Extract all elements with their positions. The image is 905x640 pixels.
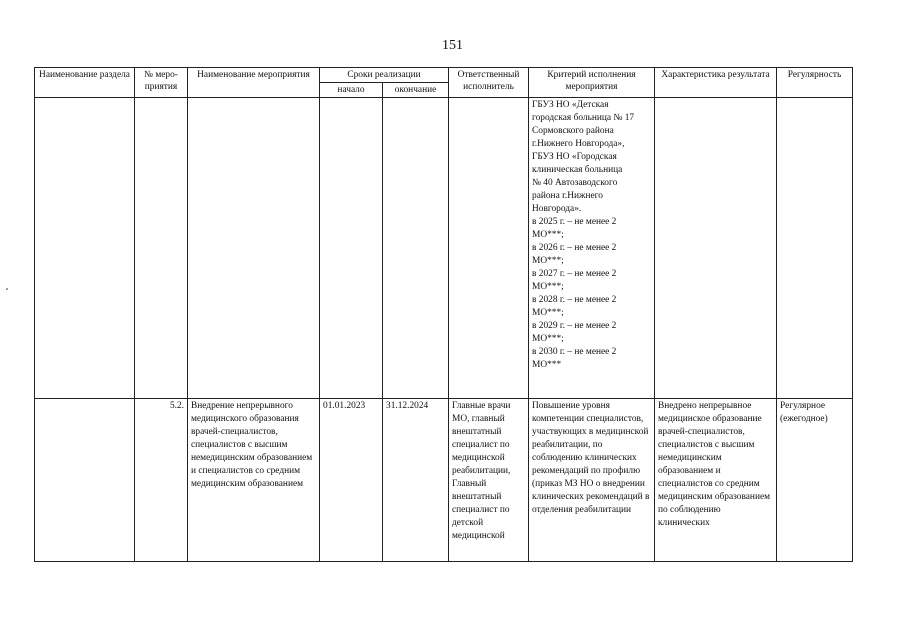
header-timeline: Сроки реализации	[320, 68, 449, 83]
criterion-line: в 2028 г. – не менее 2	[532, 295, 617, 305]
cell-event-number: 5.2.	[135, 399, 188, 562]
criterion-line: МО***	[532, 360, 562, 370]
header-row-top	[35, 68, 853, 83]
cell-empty	[777, 98, 853, 399]
cell-event-name: Внедрение непрерывного медицинского образования врачей-специалистов, специалистов с высшим немедицинским образованием и специалистов со средним медицинским образованием	[188, 399, 320, 562]
criterion-line: в 2030 г. – не менее 2	[532, 347, 617, 357]
cell-empty	[383, 98, 449, 399]
criterion-line: МО***;	[532, 334, 564, 344]
criterion-line: в 2027 г. – не менее 2	[532, 269, 617, 279]
header-section-name: Наименование раздела	[35, 68, 135, 98]
criterion-line: района г.Нижнего	[532, 191, 603, 201]
cell-criterion: Повышение уровня компетенции специалистов, участвующих в медицинской реабилитации, по соблюдению клинических рекомендаций по профилю (приказ МЗ НО о внедрении клинических рекомендаций в отделения реабилитации	[529, 399, 655, 562]
cell-end-date: 31.12.2024	[383, 399, 449, 562]
header-criterion: Критерий исполнения мероприятия	[529, 68, 655, 98]
header-start: начало	[320, 83, 383, 98]
cell-empty	[449, 98, 529, 399]
criterion-line: городская больница № 17	[532, 113, 635, 123]
cell-empty	[35, 98, 135, 399]
criterion-line: ГБУЗ НО «Детская	[532, 100, 609, 110]
criterion-line: Сормовского района	[532, 126, 614, 136]
activity-table	[34, 67, 853, 562]
scan-mark	[6, 288, 8, 290]
page-number: 151	[442, 38, 463, 53]
criterion-line: г.Нижнего Новгорода»,	[532, 139, 625, 149]
criterion-line: МО***;	[532, 256, 564, 266]
criterion-line: МО***;	[532, 282, 564, 292]
header-end: окончание	[383, 83, 449, 98]
criterion-line: Новгорода».	[532, 204, 582, 214]
table-row-5-2	[35, 399, 853, 562]
cell-responsible: Главные врачи МО, главный внештатный специалист по медицинской реабилитации, Главный внештатный специалист по детской медицинской	[449, 399, 529, 562]
cell-empty	[135, 98, 188, 399]
criterion-line: МО***;	[532, 230, 564, 240]
criterion-line: в 2029 г. – не менее 2	[532, 321, 617, 331]
criterion-line: МО***;	[532, 308, 564, 318]
cell-empty	[188, 98, 320, 399]
cell-regularity: Регулярное (ежегодное)	[777, 399, 853, 562]
cell-section-name	[35, 399, 135, 562]
header-result: Характеристика результата	[655, 68, 777, 98]
header-event-name: Наименование мероприятия	[188, 68, 320, 98]
cell-criterion-continued	[529, 98, 655, 399]
header-regularity: Регулярность	[777, 68, 853, 98]
criterion-line: в 2026 г. – не менее 2	[532, 243, 617, 253]
header-event-number: № меро-приятия	[135, 68, 188, 98]
criterion-line: № 40 Автозаводского	[532, 178, 618, 188]
cell-start-date: 01.01.2023	[320, 399, 383, 562]
cell-empty	[655, 98, 777, 399]
cell-result: Внедрено непрерывное медицинское образование врачей-специалистов, специалистов с высшим немедицинским образованием и специалистов со средним медицинским образованием по соблюдению клинических	[655, 399, 777, 562]
table-row-continuation	[35, 98, 853, 399]
criterion-line: ГБУЗ НО «Городская	[532, 152, 617, 162]
cell-empty	[320, 98, 383, 399]
criterion-line: клиническая больница	[532, 165, 623, 175]
header-responsible: Ответственный исполнитель	[449, 68, 529, 98]
criterion-line: в 2025 г. – не менее 2	[532, 217, 617, 227]
